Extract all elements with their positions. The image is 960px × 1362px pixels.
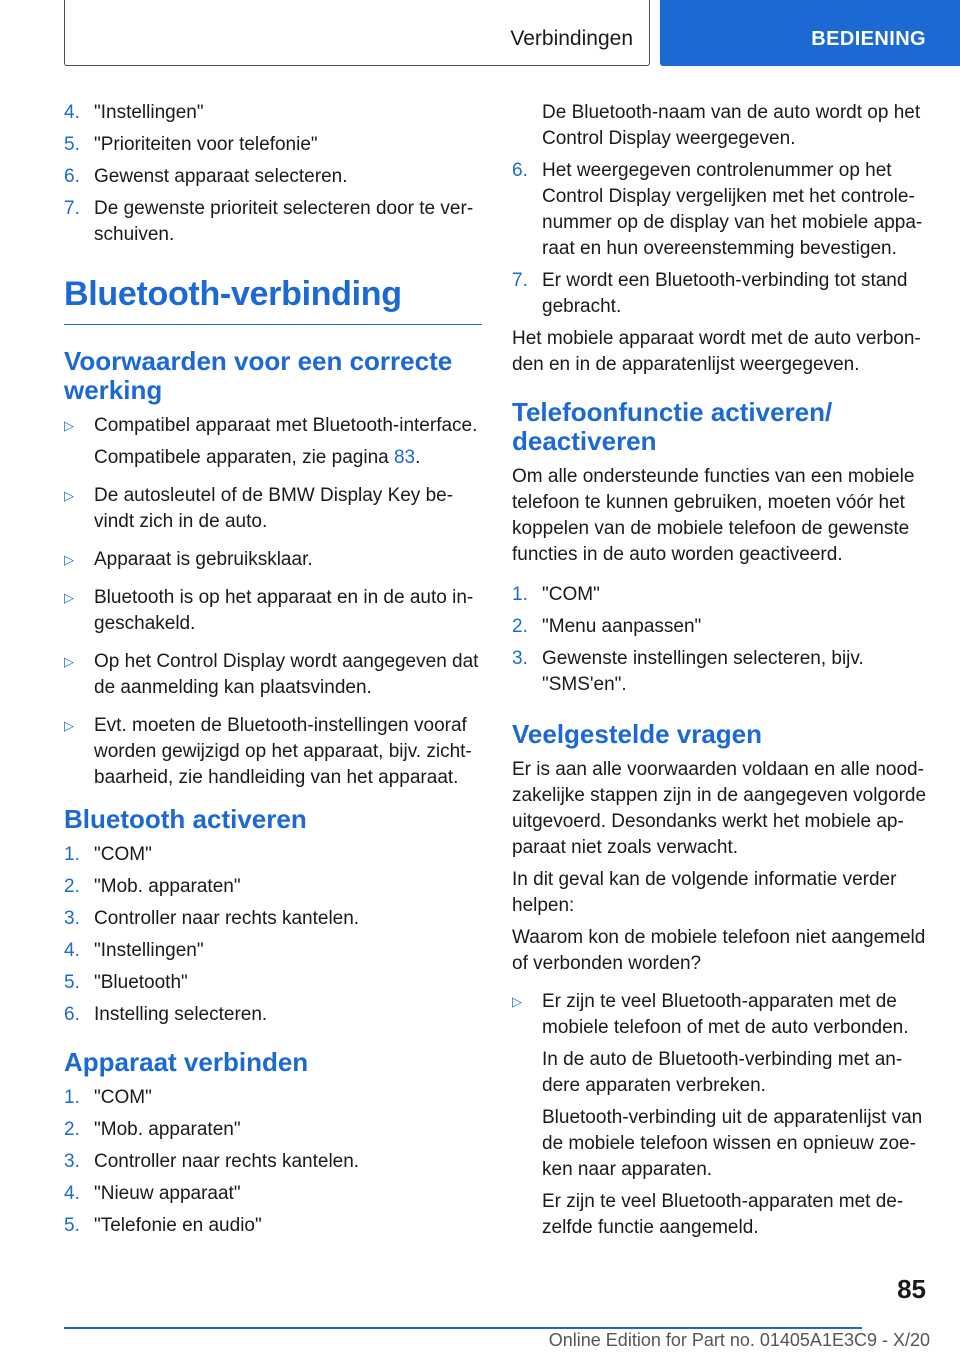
- step-number: 5.: [64, 1215, 80, 1236]
- phone-function-heading: Telefoonfunctie activeren/ deactiveren: [512, 397, 833, 456]
- step-number: 7.: [64, 198, 80, 219]
- chapter-heading: Bluetooth-verbinding: [64, 272, 482, 325]
- chapter-title: BEDIENING: [811, 28, 926, 50]
- bullet-subtext: Compatibele apparaten, zie pagina 83.: [94, 447, 421, 468]
- step-text: De gewenste prioriteit selecteren door te verschuiven.: [94, 198, 474, 245]
- header-section-box: [64, 0, 650, 66]
- list-item: [64, 100, 482, 126]
- list-item: [64, 164, 482, 190]
- step-continuation: De Bluetooth-naam van de auto wordt op het Control Display weergegeven.: [542, 102, 921, 149]
- triangle-bullet-icon: ▷: [64, 590, 74, 605]
- faq-heading: Veelgestelde vragen: [512, 719, 763, 749]
- activate-steps: [64, 842, 482, 1028]
- bullet-text: Evt. moeten de Bluetooth-instellingen vooraf worden gewijzigd op het apparaat, bijv. zichtbaarheid, zie handleiding van het apparaat.: [94, 715, 472, 788]
- priority-steps: [64, 100, 482, 248]
- list-item: [512, 989, 928, 1241]
- paragraph: Waarom kon de mobiele telefoon niet aangemeld of verbonden worden?: [512, 927, 926, 974]
- footer-divider: [64, 1327, 862, 1329]
- list-item: [512, 158, 928, 262]
- bullet-text: Compatibel apparaat met Bluetooth-interface.: [94, 415, 478, 436]
- step-text: Het weergegeven controlenummer op het Control Display vergelijken met het controlenummer op de display van het mobiele apparaat en hun overeenstemming bevestigen.: [542, 160, 923, 259]
- step-text: "Instellingen": [94, 940, 204, 961]
- step-number: 6.: [64, 1004, 80, 1025]
- step-text: "Prioriteiten voor telefonie": [94, 134, 318, 155]
- list-item: [64, 1149, 482, 1175]
- bullet-text: Op het Control Display wordt aangegeven dat de aanmelding kan plaatsvinden.: [94, 651, 479, 698]
- list-item: [64, 413, 482, 471]
- step-text: "Mob. apparaten": [94, 1119, 241, 1140]
- list-item: [64, 196, 482, 248]
- left-column: [64, 100, 482, 1245]
- step-text: Gewenst apparaat selecteren.: [94, 166, 348, 187]
- triangle-bullet-icon: ▷: [64, 488, 74, 503]
- step-number: 7.: [512, 270, 528, 291]
- bullet-text: Er zijn te veel Bluetooth-apparaten met de mobiele telefoon of met de auto verbonden.: [542, 991, 909, 1038]
- paragraph: Het mobiele apparaat wordt met de auto verbonden en in de apparatenlijst weergegeven.: [512, 328, 921, 375]
- paragraph: Om alle ondersteunde functies van een mobiele telefoon te kunnen gebruiken, moeten vóór het koppelen van de mobiele telefoon de gewenste functies in de auto worden geactiveerd.: [512, 466, 915, 565]
- prerequisites-list: [64, 413, 482, 791]
- list-item: [512, 268, 928, 320]
- list-item: [64, 547, 482, 573]
- step-number: 3.: [64, 908, 80, 929]
- list-item: [64, 132, 482, 158]
- step-number: 4.: [64, 1183, 80, 1204]
- prerequisites-heading: Voorwaarden voor een correcte werking: [64, 346, 453, 405]
- step-number: 1.: [64, 844, 80, 865]
- bullet-text: Apparaat is gebruiksklaar.: [94, 549, 313, 570]
- step-number: 3.: [512, 648, 528, 669]
- list-item: [512, 614, 928, 640]
- list-item: [64, 938, 482, 964]
- triangle-bullet-icon: ▷: [64, 718, 74, 733]
- step-number: 4.: [64, 940, 80, 961]
- step-number: 4.: [64, 102, 80, 123]
- step-text: Instelling selecteren.: [94, 1004, 268, 1025]
- bullet-subtext: Er zijn te veel Bluetooth-apparaten met dezelfde functie aangemeld.: [542, 1191, 904, 1238]
- list-item: [64, 1181, 482, 1207]
- list-item: [64, 649, 482, 701]
- list-item: [64, 483, 482, 535]
- step-text: "Bluetooth": [94, 972, 188, 993]
- step-number: 1.: [64, 1087, 80, 1108]
- triangle-bullet-icon: ▷: [64, 418, 74, 433]
- section-title: Verbindingen: [510, 27, 633, 50]
- step-text: "Menu aanpassen": [542, 616, 702, 637]
- step-text: Controller naar rechts kantelen.: [94, 908, 360, 929]
- step-text: Er wordt een Bluetooth-verbinding tot stand gebracht.: [542, 270, 908, 317]
- list-item: [64, 906, 482, 932]
- step-text: "COM": [94, 1087, 152, 1108]
- list-item: [512, 582, 928, 608]
- step-number: 2.: [512, 616, 528, 637]
- step-number: 2.: [64, 1119, 80, 1140]
- list-item: [64, 1002, 482, 1028]
- connect-heading: Apparaat verbinden: [64, 1047, 309, 1077]
- bullet-subtext: In de auto de Bluetooth-verbinding met andere apparaten verbreken.: [542, 1049, 903, 1096]
- step-text: "COM": [542, 584, 600, 605]
- list-item: [64, 1085, 482, 1111]
- page-link[interactable]: 83: [393, 447, 416, 468]
- list-item: [64, 585, 482, 637]
- header-chapter-tab: [660, 0, 960, 66]
- step-number: 6.: [512, 160, 528, 181]
- triangle-bullet-icon: ▷: [64, 654, 74, 669]
- paragraph: Er is aan alle voorwaarden voldaan en alle noodzakelijke stappen zijn in de aangegeven volgorde uitgevoerd. Desondanks werkt het mobiele apparaat niet zoals verwacht.: [512, 759, 927, 858]
- step-text: Gewenste instellingen selecteren, bijv. "SMS'en".: [542, 648, 864, 695]
- step-text: "Telefonie en audio": [94, 1215, 262, 1236]
- bullet-text: De autosleutel of de BMW Display Key bevindt zich in de auto.: [94, 485, 454, 532]
- step-text: "Nieuw apparaat": [94, 1183, 241, 1204]
- list-item: [64, 1117, 482, 1143]
- edition-note: Online Edition for Part no. 01405A1E3C9 - X/20: [548, 1330, 930, 1350]
- triangle-bullet-icon: ▷: [512, 994, 522, 1009]
- bullet-text: Bluetooth is op het apparaat en in de auto ingeschakeld.: [94, 587, 474, 634]
- step-text: "Mob. apparaten": [94, 876, 241, 897]
- connect-steps: [64, 1085, 482, 1239]
- step-number: 2.: [64, 876, 80, 897]
- step-number: 6.: [64, 166, 80, 187]
- step-number: 5.: [64, 134, 80, 155]
- bullet-subtext: Bluetooth-verbinding uit de apparatenlijst van de mobiele telefoon wissen en opnieuw zoeken naar apparaten.: [542, 1107, 923, 1180]
- paragraph: In dit geval kan de volgende informatie verder helpen:: [512, 869, 897, 916]
- list-item: [512, 646, 928, 698]
- right-column: [512, 100, 928, 1253]
- step-number: 5.: [64, 972, 80, 993]
- step-number: 1.: [512, 584, 528, 605]
- step-text: "Instellingen": [94, 102, 204, 123]
- step-text: "COM": [94, 844, 152, 865]
- page-number: 85: [897, 1274, 926, 1304]
- step-text: Controller naar rechts kantelen.: [94, 1151, 360, 1172]
- list-item: [64, 842, 482, 868]
- step-number: 3.: [64, 1151, 80, 1172]
- list-item: [512, 100, 928, 152]
- list-item: [64, 874, 482, 900]
- list-item: [64, 1213, 482, 1239]
- triangle-bullet-icon: ▷: [64, 552, 74, 567]
- list-item: [64, 970, 482, 996]
- activate-heading: Bluetooth activeren: [64, 804, 307, 834]
- list-item: [64, 713, 482, 791]
- phone-function-steps: [512, 582, 928, 698]
